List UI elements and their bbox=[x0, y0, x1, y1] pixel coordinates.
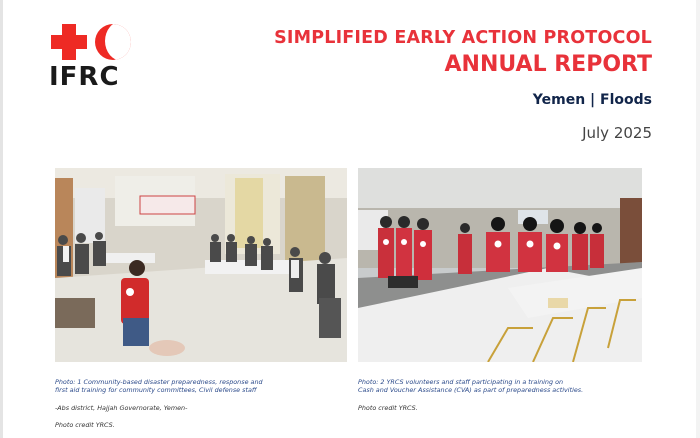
ifrc-logo bbox=[49, 22, 139, 92]
report-title-line2: ANNUAL REPORT bbox=[444, 52, 652, 77]
photo1-credit: Photo credit YRCS. bbox=[55, 421, 115, 429]
report-date: July 2025 bbox=[582, 124, 652, 142]
photo2-credit: Photo credit YRCS. bbox=[358, 404, 418, 412]
photo2-caption-text1: YRCS volunteers and staff participating in a training on bbox=[386, 378, 564, 386]
photo1-caption-text2: first aid training for community committees, Civil defense staff bbox=[55, 386, 257, 395]
photo1-caption-text1: Community-based disaster preparedness, response and bbox=[83, 378, 263, 386]
report-title-line1: SIMPLIFIED EARLY ACTION PROTOCOL bbox=[274, 28, 652, 48]
report-subtitle: Yemen | Floods bbox=[532, 92, 652, 108]
logo-text: IFRC bbox=[49, 62, 120, 92]
photo-community-training bbox=[55, 168, 347, 362]
photo1-location: -Abs district, Hajjah Governorate, Yemen- bbox=[55, 404, 188, 412]
photo2-caption-text2: Cash and Voucher Assistance (CVA) as part of preparedness activities. bbox=[358, 386, 584, 395]
red-cross-icon bbox=[49, 22, 89, 62]
photo-cva-training bbox=[358, 168, 642, 362]
photo2-caption bbox=[358, 378, 648, 394]
photo1-caption bbox=[55, 378, 347, 394]
photo2-caption-prefix: Photo: 2 bbox=[358, 378, 385, 386]
red-crescent-icon bbox=[95, 24, 131, 60]
photo1-caption-prefix: Photo: 1 bbox=[55, 378, 82, 386]
